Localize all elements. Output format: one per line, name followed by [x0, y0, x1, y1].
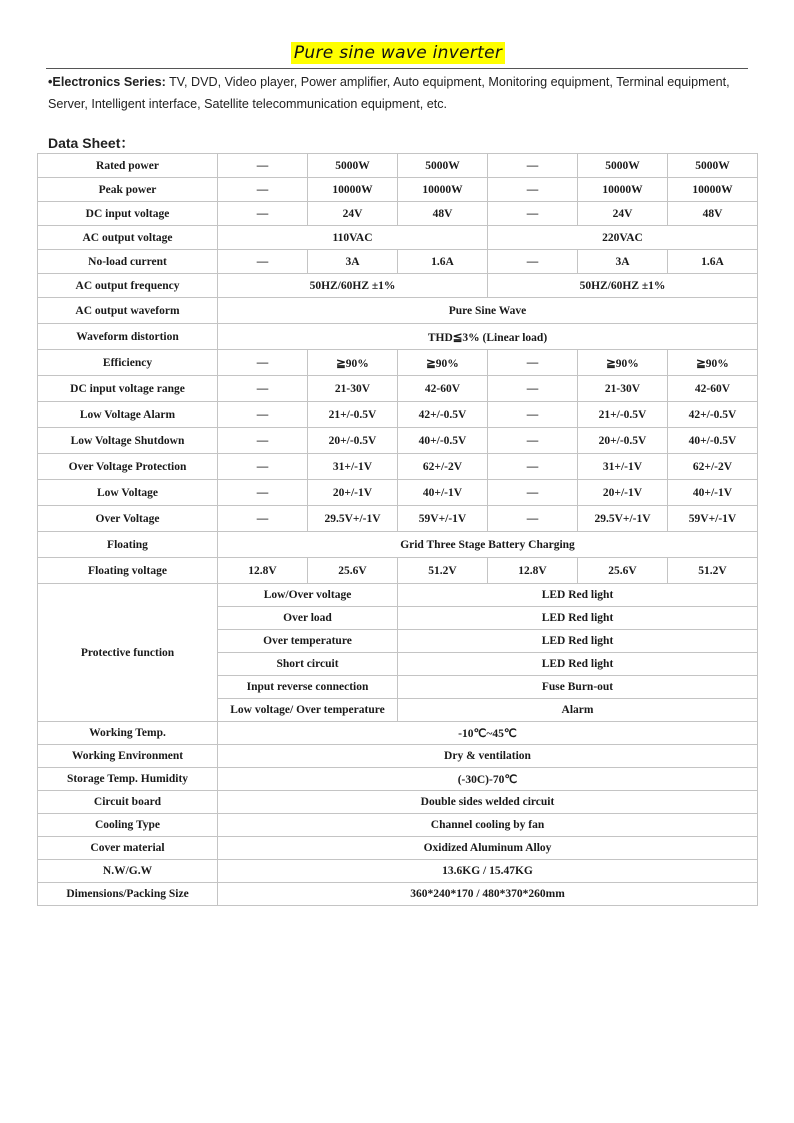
table-row	[38, 860, 758, 883]
cell: —	[488, 202, 578, 226]
cell: 59V+/-1V	[668, 506, 758, 532]
cell: 21-30V	[308, 376, 398, 402]
protection-value: LED Red light	[398, 584, 758, 607]
cell: 20+/-0.5V	[308, 428, 398, 454]
protection-value: LED Red light	[398, 630, 758, 653]
cell: 31+/-1V	[578, 454, 668, 480]
row-label: Floating voltage	[38, 558, 218, 584]
row-label: AC output voltage	[38, 226, 218, 250]
table-row	[38, 480, 758, 506]
cell: 40+/-0.5V	[398, 428, 488, 454]
cell: 10000W	[668, 178, 758, 202]
cell: ≧90%	[398, 350, 488, 376]
cell: —	[488, 454, 578, 480]
table-row	[38, 454, 758, 480]
cell: 48V	[398, 202, 488, 226]
cell: 62+/-2V	[668, 454, 758, 480]
cell: —	[218, 178, 308, 202]
cell: —	[488, 178, 578, 202]
protection-name: Low/Over voltage	[218, 584, 398, 607]
row-label: Low Voltage	[38, 480, 218, 506]
table-row	[38, 791, 758, 814]
table-row	[38, 837, 758, 860]
cell: 40+/-1V	[668, 480, 758, 506]
table-row	[38, 350, 758, 376]
table-row	[38, 428, 758, 454]
cell: —	[488, 350, 578, 376]
table-row	[38, 768, 758, 791]
title-container	[48, 42, 748, 64]
table-row	[38, 250, 758, 274]
cell: —	[218, 350, 308, 376]
table-row	[38, 324, 758, 350]
protection-name: Low voltage/ Over temperature	[218, 699, 398, 722]
row-label: No-load current	[38, 250, 218, 274]
cell: 12.8V	[218, 558, 308, 584]
protection-name: Over temperature	[218, 630, 398, 653]
cell: 21+/-0.5V	[578, 402, 668, 428]
cell: (-30C)-70℃	[218, 768, 758, 791]
cell: 110VAC	[218, 226, 488, 250]
cell: 42-60V	[668, 376, 758, 402]
cell: 50HZ/60HZ ±1%	[488, 274, 758, 298]
row-label: Waveform distortion	[38, 324, 218, 350]
cell: —	[218, 506, 308, 532]
row-label: Over Voltage Protection	[38, 454, 218, 480]
cell: 21+/-0.5V	[308, 402, 398, 428]
cell: 62+/-2V	[398, 454, 488, 480]
table-row	[38, 722, 758, 745]
cell: —	[488, 480, 578, 506]
cell: —	[488, 428, 578, 454]
table-row	[38, 154, 758, 178]
cell: Pure Sine Wave	[218, 298, 758, 324]
cell: 51.2V	[668, 558, 758, 584]
cell: 31+/-1V	[308, 454, 398, 480]
series-label: Electronics Series:	[52, 75, 166, 89]
row-label: Working Temp.	[38, 722, 218, 745]
row-label: Storage Temp. Humidity	[38, 768, 218, 791]
cell: 360*240*170 / 480*370*260mm	[218, 883, 758, 906]
table-row	[38, 178, 758, 202]
table-row	[38, 274, 758, 298]
table-row	[38, 584, 758, 607]
cell: 10000W	[398, 178, 488, 202]
cell: THD≦3% (Linear load)	[218, 324, 758, 350]
cell: 21-30V	[578, 376, 668, 402]
row-label: Peak power	[38, 178, 218, 202]
cell: 24V	[578, 202, 668, 226]
cell: 29.5V+/-1V	[578, 506, 668, 532]
cell: 25.6V	[308, 558, 398, 584]
cell: —	[488, 250, 578, 274]
protection-value: LED Red light	[398, 653, 758, 676]
bullet: •	[48, 75, 53, 89]
row-label: Cover material	[38, 837, 218, 860]
row-label: Low Voltage Shutdown	[38, 428, 218, 454]
cell: 42+/-0.5V	[668, 402, 758, 428]
row-label: AC output waveform	[38, 298, 218, 324]
table-row	[38, 814, 758, 837]
cell: 3A	[578, 250, 668, 274]
row-label: Protective function	[38, 584, 218, 722]
row-label: Efficiency	[38, 350, 218, 376]
table-row	[38, 558, 758, 584]
protection-name: Over load	[218, 607, 398, 630]
cell: 5000W	[398, 154, 488, 178]
cell: 1.6A	[668, 250, 758, 274]
cell: 20+/-1V	[308, 480, 398, 506]
table-row	[38, 226, 758, 250]
cell: —	[218, 250, 308, 274]
table-row	[38, 298, 758, 324]
table-row	[38, 506, 758, 532]
table-row	[38, 745, 758, 768]
cell: —	[218, 480, 308, 506]
cell: —	[488, 506, 578, 532]
cell: —	[218, 428, 308, 454]
cell: 48V	[668, 202, 758, 226]
cell: ≧90%	[668, 350, 758, 376]
electronics-series-paragraph	[48, 71, 758, 115]
cell: Oxidized Aluminum Alloy	[218, 837, 758, 860]
page-title: Pure sine wave inverter	[291, 42, 505, 64]
table-row	[38, 202, 758, 226]
row-label: AC output frequency	[38, 274, 218, 298]
cell: —	[488, 402, 578, 428]
cell: -10℃~45℃	[218, 722, 758, 745]
cell: —	[218, 454, 308, 480]
cell: —	[218, 402, 308, 428]
row-label: Low Voltage Alarm	[38, 402, 218, 428]
cell: —	[218, 154, 308, 178]
cell: 12.8V	[488, 558, 578, 584]
cell: 20+/-1V	[578, 480, 668, 506]
table-row	[38, 376, 758, 402]
table-row	[38, 532, 758, 558]
row-label: Dimensions/Packing Size	[38, 883, 218, 906]
row-label: DC input voltage	[38, 202, 218, 226]
cell: 220VAC	[488, 226, 758, 250]
series-text: TV, DVD, Video player, Power amplifier, Auto equipment, Monitoring equipment, Terminal equipment, Server, Intelligent interface, Satellite telecommunication equipment, etc.	[48, 75, 730, 111]
protection-name: Short circuit	[218, 653, 398, 676]
cell: —	[218, 202, 308, 226]
cell: 5000W	[668, 154, 758, 178]
row-label: N.W/G.W	[38, 860, 218, 883]
cell: 50HZ/60HZ ±1%	[218, 274, 488, 298]
row-label: Working Environment	[38, 745, 218, 768]
cell: 42+/-0.5V	[398, 402, 488, 428]
protection-value: Fuse Burn-out	[398, 676, 758, 699]
cell: 13.6KG / 15.47KG	[218, 860, 758, 883]
cell: 42-60V	[398, 376, 488, 402]
cell: —	[488, 376, 578, 402]
table-row	[38, 883, 758, 906]
cell: 59V+/-1V	[398, 506, 488, 532]
table-row	[38, 402, 758, 428]
cell: 10000W	[578, 178, 668, 202]
cell: 10000W	[308, 178, 398, 202]
row-label: Cooling Type	[38, 814, 218, 837]
title-underline	[46, 68, 748, 69]
cell: —	[218, 376, 308, 402]
cell: 40+/-1V	[398, 480, 488, 506]
cell: 1.6A	[398, 250, 488, 274]
row-label: Rated power	[38, 154, 218, 178]
cell: ≧90%	[578, 350, 668, 376]
cell: 5000W	[578, 154, 668, 178]
row-label: DC input voltage range	[38, 376, 218, 402]
cell: 40+/-0.5V	[668, 428, 758, 454]
datasheet-heading: Data Sheet：	[48, 135, 135, 151]
cell: 5000W	[308, 154, 398, 178]
cell: 3A	[308, 250, 398, 274]
row-label: Over Voltage	[38, 506, 218, 532]
cell: Grid Three Stage Battery Charging	[218, 532, 758, 558]
protection-name: Input reverse connection	[218, 676, 398, 699]
cell: —	[488, 154, 578, 178]
cell: 25.6V	[578, 558, 668, 584]
cell: Double sides welded circuit	[218, 791, 758, 814]
cell: 20+/-0.5V	[578, 428, 668, 454]
cell: Channel cooling by fan	[218, 814, 758, 837]
cell: ≧90%	[308, 350, 398, 376]
spec-table	[37, 153, 758, 906]
protection-value: Alarm	[398, 699, 758, 722]
row-label: Circuit board	[38, 791, 218, 814]
cell: 24V	[308, 202, 398, 226]
cell: 51.2V	[398, 558, 488, 584]
cell: 29.5V+/-1V	[308, 506, 398, 532]
cell: Dry & ventilation	[218, 745, 758, 768]
protection-value: LED Red light	[398, 607, 758, 630]
row-label: Floating	[38, 532, 218, 558]
